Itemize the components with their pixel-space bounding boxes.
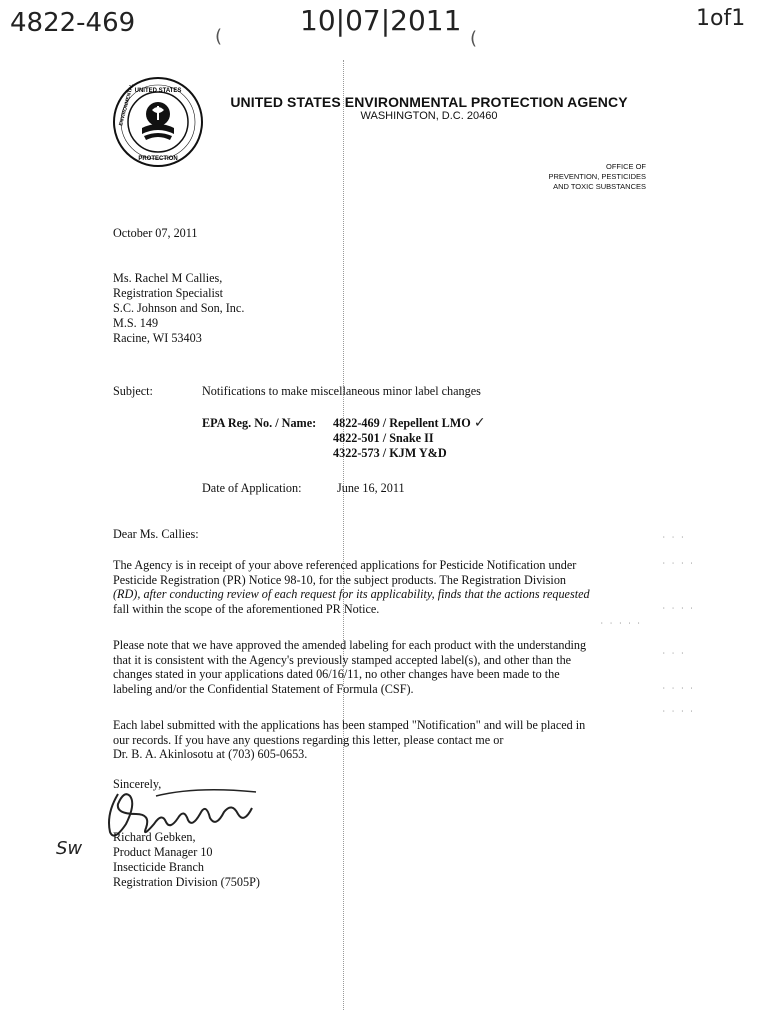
- stray-mark-2: (: [470, 28, 478, 49]
- fold-line: [343, 60, 344, 1010]
- signer-block: [113, 830, 260, 890]
- agency-name: UNITED STATES ENVIRONMENTAL PROTECTION AGENCY: [230, 94, 628, 110]
- handwritten-date: 10|07|2011: [300, 4, 462, 37]
- para1-line-4: fall within the scope of the aforementioned PR Notice.: [113, 601, 380, 616]
- office-line-1: OFFICE OF: [606, 162, 646, 171]
- scan-speck: · · · ·: [662, 560, 695, 567]
- para1-line-2: Pesticide Registration (PR) Notice 98-10, for the subject products. The Registration Division: [113, 572, 567, 587]
- letter-date: October 07, 2011: [113, 226, 198, 240]
- paragraph-3: [113, 718, 653, 762]
- recipient-line-3: S.C. Johnson and Son, Inc.: [113, 301, 245, 315]
- closing: Sincerely,: [113, 777, 162, 791]
- reg-entries: [333, 416, 486, 461]
- agency-city: WASHINGTON, D.C. 20460: [360, 110, 498, 122]
- office-line-3: AND TOXIC SUBSTANCES: [553, 182, 646, 191]
- para2-line-3: changes stated in your applications dated 06/16/11, no other changes have been made to the: [113, 667, 560, 681]
- recipient-line-1: Ms. Rachel M Callies,: [113, 271, 223, 285]
- handwritten-initials: Sw: [56, 838, 83, 859]
- scan-speck: · · · ·: [662, 708, 695, 715]
- reg-entry-3: 4322-573 / KJM Y&D: [333, 446, 447, 460]
- paragraph-1: [113, 558, 653, 616]
- subject-label: Subject:: [113, 384, 153, 398]
- signer-line-3: Insecticide Branch: [113, 860, 205, 874]
- salutation: Dear Ms. Callies:: [113, 527, 199, 541]
- para3-line-1: Each label submitted with the applications has been stamped "Notification" and will be placed in: [113, 718, 586, 732]
- recipient-line-5: Racine, WI 53403: [113, 331, 202, 345]
- paragraph-2: [113, 638, 653, 696]
- reg-label: EPA Reg. No. / Name:: [202, 416, 317, 430]
- stray-mark-1: (: [215, 26, 223, 47]
- checkmark-icon: ✓: [473, 415, 486, 431]
- recipient-line-4: M.S. 149: [113, 316, 159, 330]
- seal-text-bottom: PROTECTION: [138, 156, 178, 162]
- signer-line-2: Product Manager 10: [113, 845, 213, 859]
- signer-line-1: Richard Gebken,: [113, 830, 196, 844]
- scan-speck: · · · ·: [662, 605, 695, 612]
- seal-text-top: UNITED STATES: [134, 88, 182, 94]
- date-app-label: Date of Application:: [202, 481, 302, 495]
- para2-line-4: labeling and/or the Confidential Statement of Formula (CSF).: [113, 681, 414, 696]
- scan-speck: · · ·: [662, 534, 686, 541]
- scan-speck: · · ·: [662, 650, 686, 657]
- handwritten-page-marker: 1of1: [696, 6, 746, 31]
- para1-line-3: (RD), after conducting review of each request for its applicability, finds that the actions requested: [113, 587, 590, 601]
- handwritten-reg-number: 4822-469: [10, 8, 136, 38]
- para2-line-1: Please note that we have approved the amended labeling for each product with the understanding: [113, 638, 587, 652]
- office-block: [460, 162, 646, 192]
- recipient-line-2: Registration Specialist: [113, 286, 224, 300]
- subject-text: Notifications to make miscellaneous minor label changes: [202, 384, 481, 398]
- para3-line-2: our records. If you have any questions regarding this letter, please contact me or: [113, 732, 504, 747]
- scan-speck: · · · · ·: [600, 620, 642, 627]
- signer-line-4: Registration Division (7505P): [113, 875, 260, 889]
- scan-speck: · · · ·: [662, 685, 695, 692]
- seal-text-left: ENVIRONMENTAL: [118, 83, 136, 127]
- epa-seal-icon: [112, 76, 204, 168]
- office-line-2: PREVENTION, PESTICIDES: [548, 172, 646, 181]
- reg-entry-1: 4822-469 / Repellent LMO: [333, 416, 471, 430]
- para3-line-3: Dr. B. A. Akinlosotu at (703) 605-0653.: [113, 747, 308, 761]
- reg-entry-2: 4822-501 / Snake II: [333, 431, 434, 445]
- date-app-value: June 16, 2011: [337, 481, 405, 495]
- para1-line-1: The Agency is in receipt of your above referenced applications for Pesticide Notification under: [113, 558, 577, 572]
- para2-line-2: that it is consistent with the Agency's previously stamped accepted label(s), and other than the: [113, 652, 572, 667]
- recipient-block: [113, 271, 244, 346]
